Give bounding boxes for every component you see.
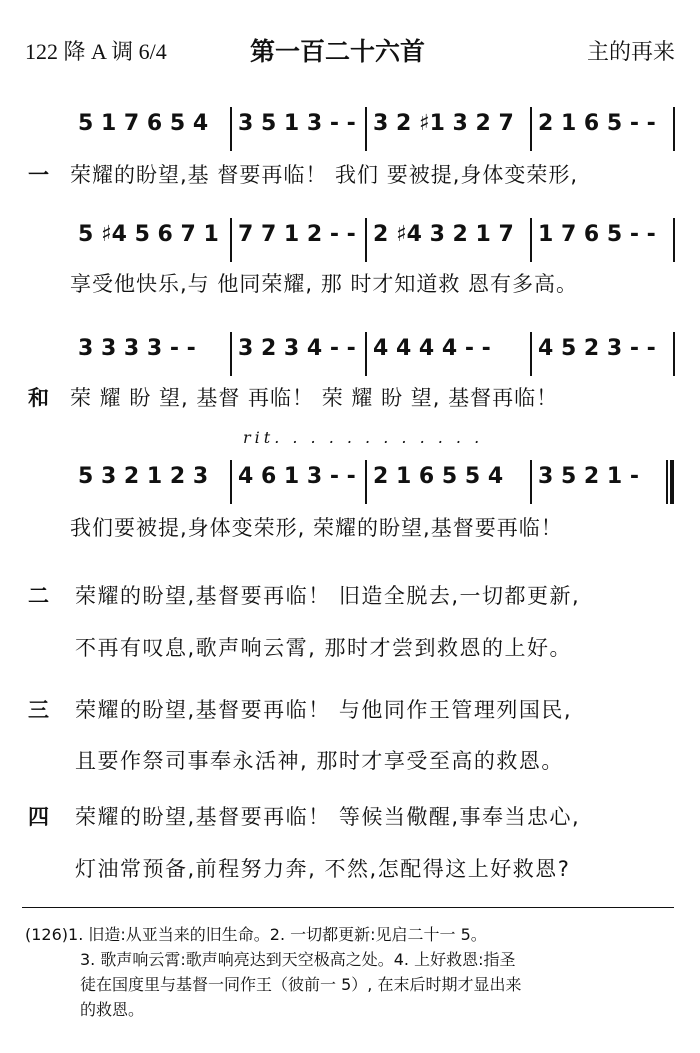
barline [230,460,232,504]
verse-line: 且要作祭司事奉永活神, 那时才享受至高的救恩。 [75,749,564,773]
verse-label: 三 [28,698,49,722]
measure: 3 2 ♯1 3 2 7 [373,111,514,136]
lyric-line: 荣耀的盼望,基 督要再临！ 我们 要被提,身体变荣形, [70,163,579,187]
barline [530,460,532,504]
verse-line: 荣耀的盼望,基督要再临！ 与他同作王管理列国民, [75,698,573,722]
measure: 2 1 6 5 - - [538,111,656,136]
measure: 2 ♯4 3 2 1 7 [373,222,514,247]
measure: 3 5 1 3 - - [238,111,356,136]
barline [365,460,367,504]
music-row-3 [70,332,674,376]
measure: 5 3 2 1 2 3 [78,464,209,489]
lyric-line: 荣 耀 盼 望, 基督 再临！ 荣 耀 盼 望, 基督再临！ [70,386,559,410]
barline [230,107,232,151]
footnote-divider [22,907,674,908]
verse-line: 荣耀的盼望,基督要再临！ 旧造全脱去,一切都更新, [75,584,581,608]
barline [673,218,675,262]
barline [365,218,367,262]
measure: 3 5 2 1 - [538,464,639,489]
verse-line: 不再有叹息,歌声响云霄, 那时才尝到救恩的上好。 [75,636,573,660]
measure: 4 5 2 3 - - [538,336,656,361]
verse-label: 二 [28,584,49,608]
measure: 5 ♯4 5 6 7 1 [78,222,219,247]
barline [365,107,367,151]
ritardando-marking: rit. . . . . . . . . . . . [243,428,484,447]
barline [673,107,675,151]
measure: 3 2 3 4 - - [238,336,356,361]
footnote-line: (126)1. 旧造:从亚当来的旧生命。2. 一切都更新:见启二十一 5。 [25,925,487,944]
measure: 1 7 6 5 - - [538,222,656,247]
music-row-1 [70,107,674,151]
footnote-line: 的救恩。 [80,1000,145,1019]
measure: 2 1 6 5 5 4 [373,464,504,489]
barline [230,332,232,376]
barline [673,332,675,376]
barline [365,332,367,376]
measure: 3 3 3 3 - - [78,336,196,361]
verse-line: 荣耀的盼望,基督要再临！ 等候当儆醒,事奉当忠心, [75,805,581,829]
music-row-2 [70,218,674,262]
measure: 4 6 1 3 - - [238,464,356,489]
verse-label: 四 [28,805,49,829]
final-barline-thick [670,460,674,504]
hymn-key-meter: 122 降 A 调 6/4 [25,39,167,64]
footnote-line: 3. 歌声响云霄:歌声响亮达到天空极高之处。4. 上好救恩:指圣 [80,950,516,969]
verse-label: 一 [28,163,49,187]
chorus-label: 和 [28,386,49,410]
barline [230,218,232,262]
barline [530,218,532,262]
verse-line: 灯油常预备,前程努力奔, 不然,怎配得这上好救恩? [75,857,571,881]
barline [530,107,532,151]
measure: 4 4 4 4 - - [373,336,491,361]
footnote-line: 徒在国度里与基督一同作王（彼前一 5）, 在末后时期才显出来 [80,975,522,994]
measure: 7 7 1 2 - - [238,222,356,247]
music-row-4 [70,460,674,504]
hymn-subtitle: 主的再来 [586,39,675,64]
final-barline-thin [666,460,668,504]
barline [530,332,532,376]
lyric-line: 我们要被提,身体变荣形, 荣耀的盼望,基督要再临！ [70,516,563,540]
hymn-title: 第一百二十六首 [250,37,426,66]
measure: 5 1 7 6 5 4 [78,111,209,136]
lyric-line: 享受他快乐,与 他同荣耀, 那 时才知道救 恩有多高。 [70,272,579,296]
